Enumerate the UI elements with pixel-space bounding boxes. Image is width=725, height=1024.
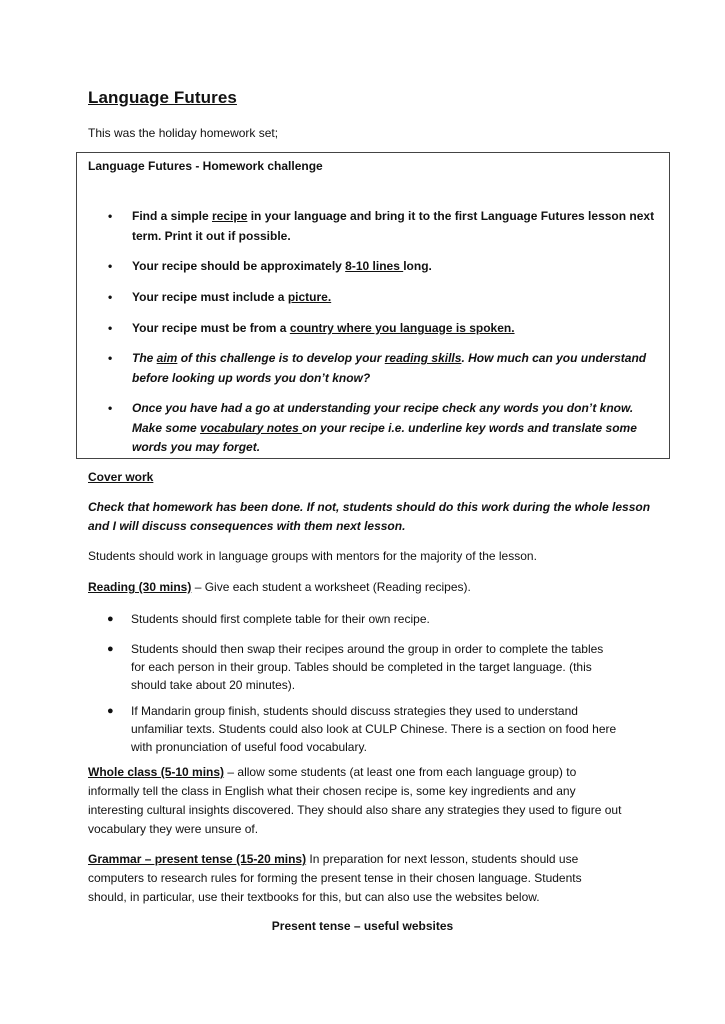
bullet-icon: ● <box>107 705 114 717</box>
bullet-icon: • <box>108 401 113 415</box>
bullet-icon: • <box>108 351 113 365</box>
homework-challenge-box <box>76 152 670 459</box>
bullet-icon: • <box>108 290 113 304</box>
box-title: Language Futures - Homework challenge <box>88 159 323 173</box>
grammar-label: Grammar – present tense (15-20 mins) <box>88 852 307 866</box>
list-item: • Your recipe must include a picture. <box>132 288 331 308</box>
list-item: • Your recipe should be approximately 8-10 lines long. <box>132 257 432 277</box>
check-homework-text: Check that homework has been done. If not, students should do this work during the whole lesson and I will discuss consequences with them next lesson. <box>88 500 651 533</box>
list-item: • Once you have had a go at understanding your recipe check any words you don’t know. Make some vocabulary notes on your recipe i.e. underline key words and translate some words you may forget. <box>108 401 637 454</box>
bullet-icon: • <box>108 209 113 223</box>
page-title: Language Futures <box>88 88 237 107</box>
list-item: ● Students should then swap their recipes around the group in order to complete the tables for each person in their group. Tables should be completed in the target language. (this should take about 20 minutes). <box>107 642 604 692</box>
reading-label: Reading (30 mins) <box>88 580 192 594</box>
cover-work-heading: Cover work <box>88 470 154 484</box>
list-item: • The aim of this challenge is to develop your reading skills. How much can you understand before looking up words you don’t know? <box>108 351 647 385</box>
bullet-icon: • <box>108 321 113 335</box>
list-item: ● Students should first complete table for their own recipe. <box>107 612 430 626</box>
intro-text: This was the holiday homework set; <box>88 126 279 140</box>
grammar-paragraph: Grammar – present tense (15-20 mins) In preparation for next lesson, students should use computers to research rules for forming the present tense in their chosen language. Students should, in particular, use their textbooks for this, but can also use the websites below. <box>88 852 582 904</box>
websites-heading: Present tense – useful websites <box>271 919 454 933</box>
list-item: • Your recipe must be from a country where you language is spoken. <box>132 319 515 339</box>
whole-class-label: Whole class (5-10 mins) <box>88 765 225 779</box>
bullet-icon: ● <box>107 643 114 655</box>
whole-class-paragraph: Whole class (5-10 mins) – allow some students (at least one from each language group) to informally tell the class in English what their chosen recipe is, some key ingredients and any interesting cultural insights discovered. They should also share any strategies they used to figure out vocabulary they were unsure of. <box>88 765 622 836</box>
list-item: ● If Mandarin group finish, students should discuss strategies they used to understand unfamiliar texts. Students could also look at CULP Chinese. There is a section on food here with pronunciation of useful food vocabulary. <box>107 704 617 754</box>
bullet-icon: ● <box>107 613 114 625</box>
list-item: • Find a simple recipe in your language and bring it to the first Language Futures lesson next term. Print it out if possible. <box>108 209 655 243</box>
reading-paragraph: Reading (30 mins) – Give each student a worksheet (Reading recipes). <box>88 580 471 594</box>
students-groups-text: Students should work in language groups with mentors for the majority of the lesson. <box>88 549 537 563</box>
bullet-icon: • <box>108 259 113 273</box>
